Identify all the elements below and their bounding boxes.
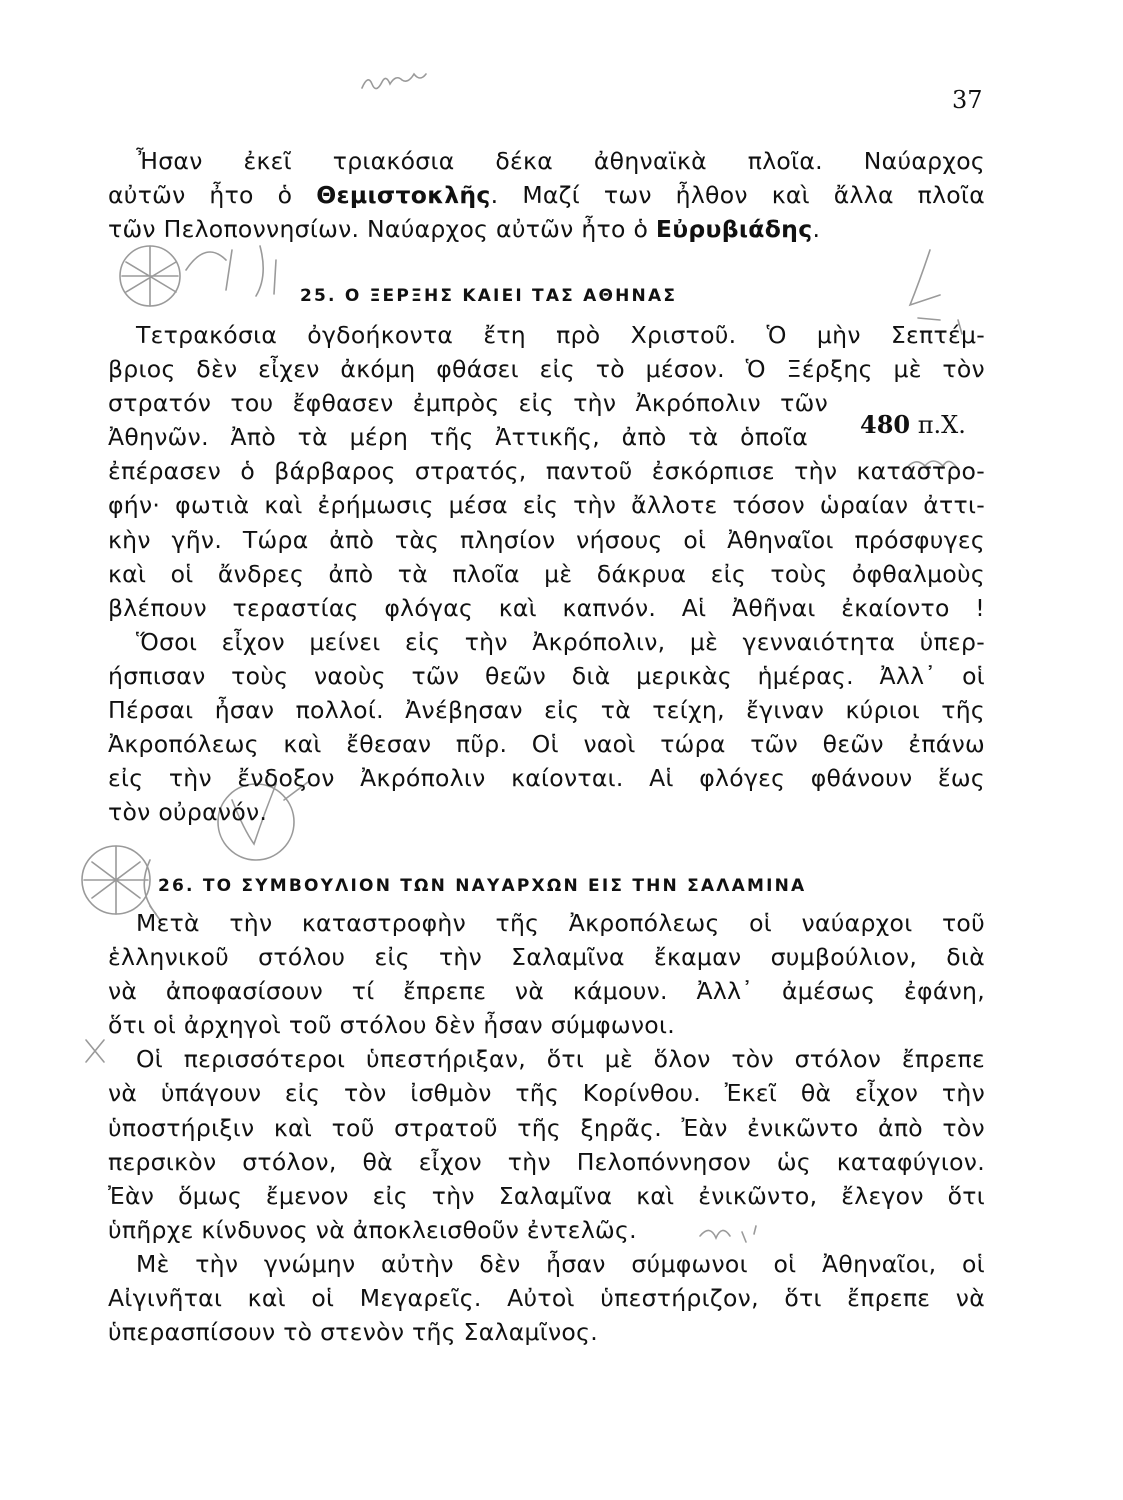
section-25-body [108,318,985,829]
text-line: Ἐὰν ὅμως ἔμενον εἰς τὴν Σαλαμῖνα καὶ ἐνικῶντο, ἔλεγον ὅτι [108,1181,985,1210]
text-run: . [812,215,821,244]
text-line: νὰ ὑπάγουν εἰς τὸν ἰσθμὸν τῆς Κορίνθου. Ἐκεῖ θὰ εἶχον τὴν [108,1079,985,1108]
text-line: Ὅσοι εἶχον μείνει εἰς τὴν Ἀκρόπολιν, μὲ γενναιότητα ὑπερ- [136,627,985,656]
text-line: Τετρακόσια ὀγδοήκοντα ἔτη πρὸ Χριστοῦ. Ὁ μὴν Σεπτέμ- [136,321,985,349]
text-line: ὑποστήριξιν καὶ τοῦ στρατοῦ τῆς ξηρᾶς. Ἐὰν ἐνικῶντο ἀπὸ τὸν [108,1113,985,1142]
text-line: Οἱ περισσότεροι ὑπεστήριξαν, ὅτι μὲ ὅλον τὸν στόλον ἔπρεπε [136,1045,985,1074]
text-line: ὑπερασπίσουν τὸ στενὸν τῆς Σαλαμῖνος. [108,1318,598,1347]
text-line [108,212,985,246]
text-line: Ἦσαν ἐκεῖ τριακόσια δέκα ἀθηναϊκὰ πλοῖα. Ναύαρχος [136,147,985,175]
text-line: ἑλληνικοῦ στόλου εἰς τὴν Σαλαμῖνα ἔκαμαν συμβούλιον, διὰ [108,943,985,972]
text-line: ήσπισαν τοὺς ναοὺς τῶν θεῶν διὰ μερικὰς ἡμέρας. Ἀλλ᾽ οἱ [108,661,985,690]
text-line: Μετὰ τὴν καταστροφὴν τῆς Ἀκροπόλεως οἱ ναύαρχοι τοῦ [136,909,985,937]
text-run: αὐτῶν ἦτο ὁ [108,181,317,210]
text-line: φήν· φωτιὰ καὶ ἐρήμωσις μέσα εἰς τὴν ἄλλοτε τόσον ὡραίαν ἀττι- [108,491,985,520]
text-line: ἐπέρασεν ὁ βάρβαρος στρατός, παντοῦ ἐσκόρπισε τὴν καταστρο- [108,457,985,486]
text-line: περσικὸν στόλον, θὰ εἶχον τὴν Πελοπόννησον ὡς καταφύγιον. [108,1147,985,1176]
page-number: 37 [952,86,983,114]
text-line: τὸν οὐρανόν. [108,798,268,827]
text-line: βλέπουν τεραστίας φλόγας καὶ καπνόν. Αἱ Ἀθῆναι ἐκαίοντο ! [108,593,985,622]
name-eurybiades: Εὐρυβιάδης [655,215,813,244]
opening-paragraph [108,144,985,246]
text-line [108,178,985,212]
text-line: στρατόν του ἔφθασεν ἐμπρὸς εἰς τὴν Ἀκρόπολιν τῶν [108,389,828,418]
text-line: Μὲ τὴν γνώμην αὐτὴν δὲν ἦσαν σύμφωνοι οἱ Ἀθηναῖοι, οἱ [136,1249,985,1278]
text-line: ὑπῆρχε κίνδυνος νὰ ἀποκλεισθοῦν ἐντελῶς. [108,1215,637,1244]
date-era: π.Χ. [910,411,966,439]
date-year: 480 [860,410,911,439]
section-25-heading: 25. Ο ΞΕΡΞΗΣ ΚΑΙΕΙ ΤΑΣ ΑΘΗΝΑΣ [300,286,678,306]
text-line: νὰ ἀποφασίσουν τί ἔπρεπε νὰ κάμουν. Ἀλλ᾽ ἀμέσως ἐφάνη, [108,977,985,1006]
text-line: Αἰγινῆται καὶ οἱ Μεγαρεῖς. Αὐτοὶ ὑπεστήριζον, ὅτι ἔπρεπε νὰ [108,1284,985,1313]
text-line: κὴν γῆν. Τώρα ἀπὸ τὰς πλησίον νήσους οἱ Ἀθηναῖοι πρόσφυγες [108,525,985,554]
text-line: Πέρσαι ἦσαν πολλοί. Ἀνέβησαν εἰς τὰ τείχη, ἔγιναν κύριοι τῆς [108,696,985,725]
text-line: Ἀκροπόλεως καὶ ἔθεσαν πῦρ. Οἱ ναοὶ τώρα τῶν θεῶν ἐπάνω [108,730,985,759]
text-line: ὅτι οἱ ἀρχηγοὶ τοῦ στόλου δὲν ἦσαν σύμφωνοι. [108,1011,675,1040]
text-line: εἰς τὴν ἔνδοξον Ἀκρόπολιν καίονται. Αἱ φλόγες φθάνουν ἕως [108,764,985,793]
text-line: Ἀθηνῶν. Ἀπὸ τὰ μέρη τῆς Ἀττικῆς, ἀπὸ τὰ ὁποῖα [108,423,808,452]
text-run: . Μαζί των ἦλθον καὶ ἄλλα πλοῖα [490,181,986,210]
text-run: τῶν Πελοποννησίων. Ναύαρχος αὐτῶν ἦτο ὁ [108,215,656,244]
text-line: βριος δὲν εἶχεν ἀκόμη φθάσει εἰς τὸ μέσον. Ὁ Ξέρξης μὲ τὸν [108,355,985,384]
text-line: καὶ οἱ ἄνδρες ἀπὸ τὰ πλοῖα μὲ δάκρυα εἰς τοὺς ὀφθαλμοὺς [108,559,985,588]
section-26-body [108,906,985,1349]
section-26-heading: 26. ΤΟ ΣΥΜΒΟΥΛΙΟΝ ΤΩΝ ΝΑΥΑΡΧΩΝ ΕΙΣ ΤΗΝ ΣΑΛΑΜΙΝΑ [158,876,807,896]
name-themistocles: Θεμιστοκλῆς [316,181,491,210]
